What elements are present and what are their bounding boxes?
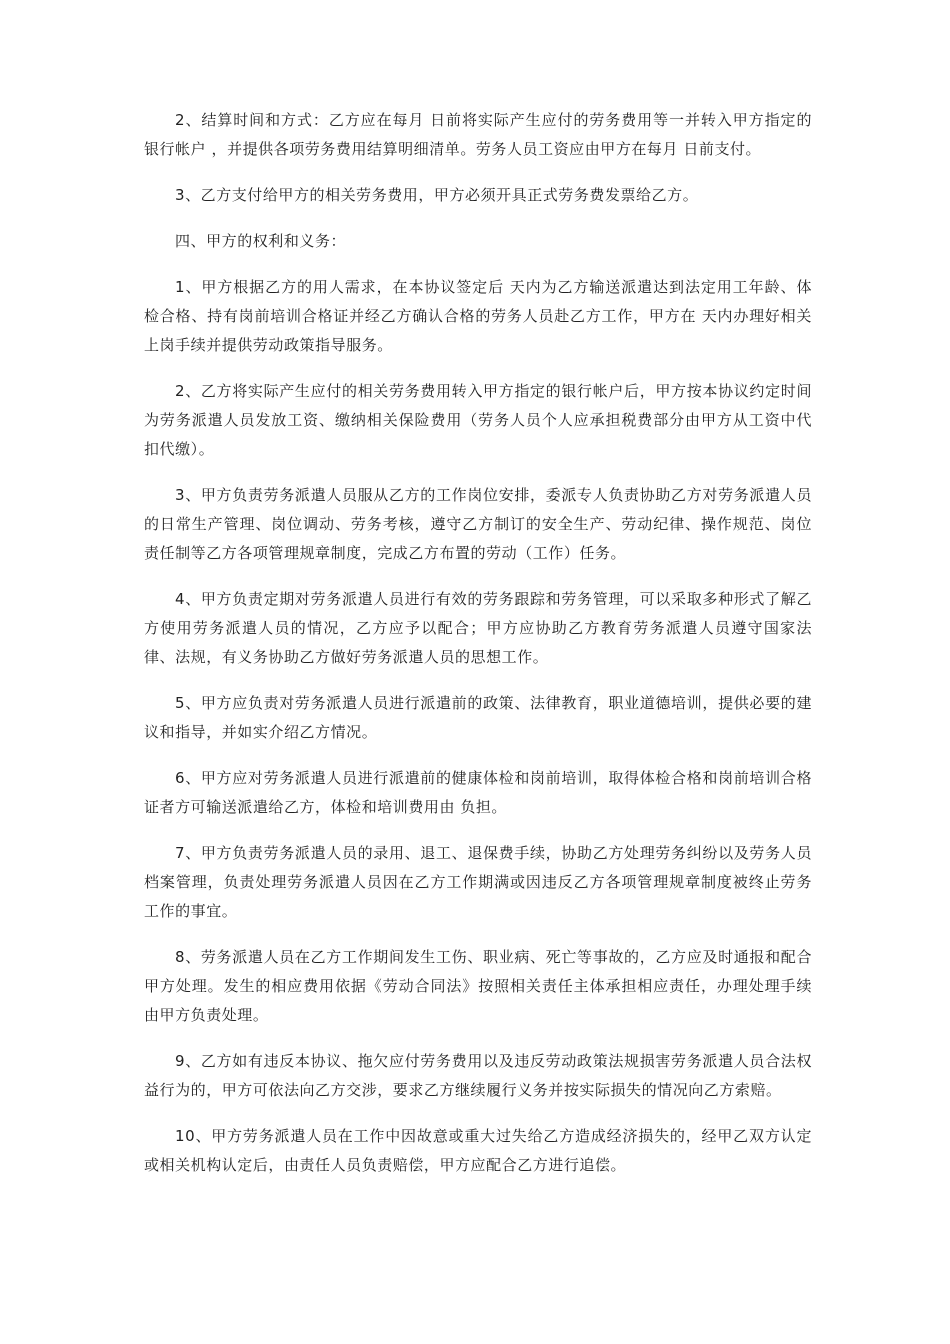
clause-3-2-settlement: 2、结算时间和方式：乙方应在每月 日前将实际产生应付的劳务费用等一并转入甲方指定的银行帐户 ，并提供各项劳务费用结算明细清单。劳务人员工资应由甲方在每月 日前支付。	[144, 111, 812, 158]
section-heading-party-a-rights: 四、甲方的权利和义务：	[175, 232, 347, 250]
clause-4-10: 10、甲方劳务派遣人员在工作中因故意或重大过失给乙方造成经济损失的，经甲乙双方认定或相关机构认定后，由责任人员负责赔偿，甲方应配合乙方进行追偿。	[144, 1127, 812, 1174]
clause-4-6: 6、甲方应对劳务派遣人员进行派遣前的健康体检和岗前培训，取得体检合格和岗前培训合格证者方可输送派遣给乙方，体检和培训费用由 负担。	[144, 769, 812, 816]
clause-4-7: 7、甲方负责劳务派遣人员的录用、退工、退保费手续，协助乙方处理劳务纠纷以及劳务人员档案管理，负责处理劳务派遣人员因在乙方工作期满或因违反乙方各项管理规章制度被终止劳务工作的事宜。	[144, 844, 812, 920]
clause-4-4: 4、甲方负责定期对劳务派遣人员进行有效的劳务跟踪和劳务管理，可以采取多种形式了解乙方使用劳务派遣人员的情况，乙方应予以配合；甲方应协助乙方教育劳务派遣人员遵守国家法律、法规，有义务协助乙方做好劳务派遣人员的思想工作。	[144, 590, 812, 666]
clause-4-1: 1、甲方根据乙方的用人需求，在本协议签定后 天内为乙方输送派遣达到法定用工年龄、体检合格、持有岗前培训合格证并经乙方确认合格的劳务人员赴乙方工作，甲方在 天内办理好相关上岗手续并提供劳动政策指导服务。	[144, 278, 812, 354]
clause-4-3: 3、甲方负责劳务派遣人员服从乙方的工作岗位安排，委派专人负责协助乙方对劳务派遣人员的日常生产管理、岗位调动、劳务考核，遵守乙方制订的安全生产、劳动纪律、操作规范、岗位责任制等乙方各项管理规章制度，完成乙方布置的劳动（工作）任务。	[144, 486, 812, 562]
clause-4-5: 5、甲方应负责对劳务派遣人员进行派遣前的政策、法律教育，职业道德培训，提供必要的建议和指导，并如实介绍乙方情况。	[144, 694, 812, 741]
document-body	[144, 106, 812, 1197]
clause-4-8: 8、劳务派遣人员在乙方工作期间发生工伤、职业病、死亡等事故的，乙方应及时通报和配合甲方处理。发生的相应费用依据《劳动合同法》按照相关责任主体承担相应责任，办理处理手续由甲方负责处理。	[144, 948, 812, 1024]
clause-4-2: 2、乙方将实际产生应付的相关劳务费用转入甲方指定的银行帐户后，甲方按本协议约定时间为劳务派遣人员发放工资、缴纳相关保险费用（劳务人员个人应承担税费部分由甲方从工资中代扣代缴）。	[144, 382, 812, 458]
clause-3-3-invoice: 3、乙方支付给甲方的相关劳务费用，甲方必须开具正式劳务费发票给乙方。	[175, 186, 699, 204]
clause-4-9: 9、乙方如有违反本协议、拖欠应付劳务费用以及违反劳动政策法规损害劳务派遣人员合法权益行为的，甲方可依法向乙方交涉，要求乙方继续履行义务并按实际损失的情况向乙方索赔。	[144, 1052, 812, 1099]
